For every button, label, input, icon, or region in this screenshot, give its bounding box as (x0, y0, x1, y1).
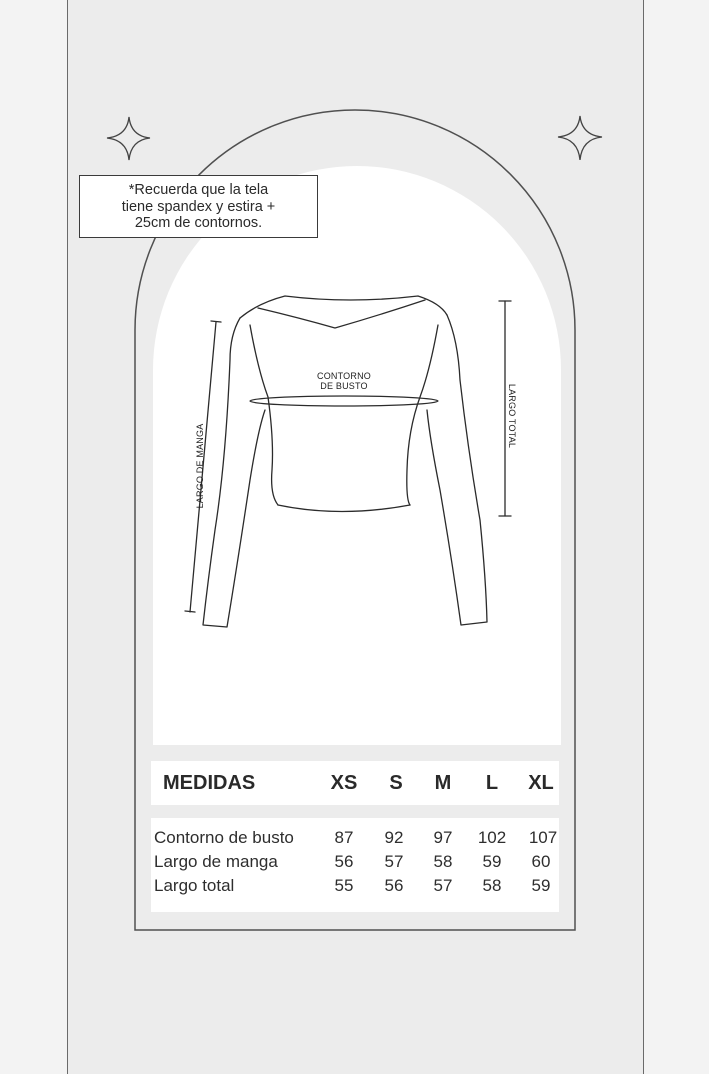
largo-total-label: LARGO TOTAL (507, 383, 517, 449)
table-cell: 58 (433, 852, 453, 871)
contorno-busto-label (311, 371, 377, 391)
largo-manga-label: LARGO DE MANGA (195, 423, 205, 509)
row-label-total: Largo total (154, 876, 235, 895)
table-cell: 58 (482, 876, 502, 895)
neckline (240, 296, 447, 318)
sleeve-measure-tick-bottom (185, 611, 195, 612)
size-xs: XS (330, 772, 358, 794)
table-title: MEDIDAS (163, 772, 256, 794)
row-label-contorno: Contorno de busto (154, 828, 294, 847)
contorno-label-line1: CONTORNO (317, 371, 371, 381)
row-label-manga: Largo de manga (154, 852, 278, 871)
table-cell: 60 (531, 852, 551, 871)
table-cell: 102 (477, 828, 507, 847)
table-cell: 87 (334, 828, 354, 847)
size-s: S (389, 772, 403, 794)
note-line-1: *Recuerda que la tela (128, 182, 269, 198)
hem (278, 505, 410, 512)
right-side (407, 325, 438, 505)
contorno-label-line2: DE BUSTO (320, 381, 368, 391)
table-cell: 55 (334, 876, 354, 895)
size-l: L (485, 772, 499, 794)
bust-measure-line (250, 396, 438, 406)
table-cell: 59 (531, 876, 551, 895)
table-cell: 97 (433, 828, 453, 847)
sleeve-measure-tick-top (211, 321, 221, 322)
table-cell: 56 (384, 876, 404, 895)
note-line-3: 25cm de contornos. (134, 215, 263, 231)
table-cell: 107 (528, 828, 558, 847)
note-line-2: tiene spandex y estira + (121, 198, 276, 215)
table-cell: 92 (384, 828, 404, 847)
size-m: M (434, 772, 452, 794)
table-cell: 57 (384, 852, 404, 871)
table-cell: 59 (482, 852, 502, 871)
size-table-body (151, 818, 559, 912)
right-sleeve (427, 315, 487, 625)
table-cell: 56 (334, 852, 354, 871)
size-table-header (151, 761, 559, 805)
size-xl: XL (528, 772, 554, 794)
neckline-inner (258, 300, 425, 328)
table-cell: 57 (433, 876, 453, 895)
